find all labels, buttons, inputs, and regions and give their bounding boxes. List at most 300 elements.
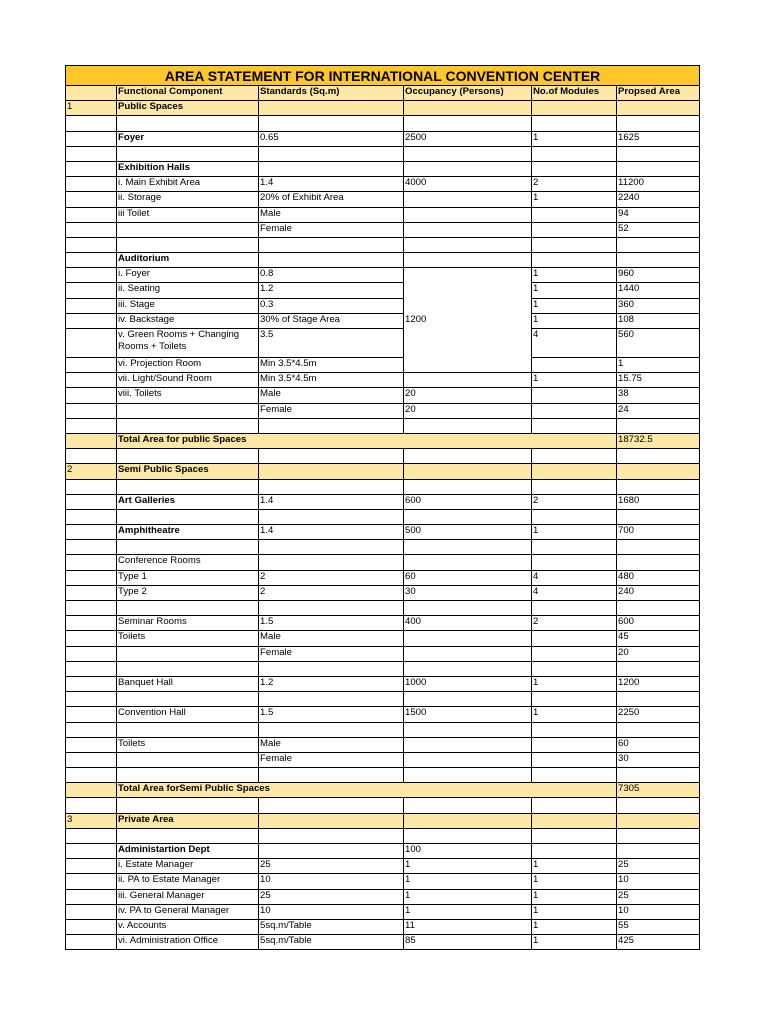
cell-modules (532, 479, 617, 494)
cell-index (66, 783, 117, 798)
table-row (66, 268, 700, 283)
table-row (66, 207, 700, 222)
cell-modules (532, 403, 617, 418)
cell-component: viii. Toilets (117, 388, 259, 403)
cell-area (617, 722, 700, 737)
cell-occupancy (404, 555, 532, 570)
cell-index (66, 616, 117, 631)
cell-index (66, 828, 117, 843)
cell-index (66, 329, 117, 358)
cell-index (66, 509, 117, 524)
cell-index (66, 177, 117, 192)
cell-modules (532, 798, 617, 813)
cell-index (66, 676, 117, 691)
cell-occupancy (404, 161, 532, 176)
cell-modules (532, 646, 617, 661)
table-row (66, 555, 700, 570)
cell-standard (259, 555, 404, 570)
cell-area: 560 (617, 329, 700, 358)
cell-modules: 1 (532, 525, 617, 540)
cell-area: 480 (617, 570, 700, 585)
cell-standard: 1.2 (259, 283, 404, 298)
cell-standard (259, 798, 404, 813)
cell-index (66, 253, 117, 268)
cell-component: v. Accounts (117, 919, 259, 934)
table-row (66, 601, 700, 616)
cell-modules: 1 (532, 889, 617, 904)
cell-modules (532, 813, 617, 828)
cell-component: Exhibition Halls (117, 161, 259, 176)
cell-area: 55 (617, 919, 700, 934)
header-standards: Standards (Sq.m) (259, 86, 404, 101)
cell-area: 94 (617, 207, 700, 222)
cell-standard (259, 722, 404, 737)
cell-area: 25 (617, 859, 700, 874)
cell-standard (259, 509, 404, 524)
cell-standard (259, 479, 404, 494)
cell-occupancy: 400 (404, 616, 532, 631)
cell-index (66, 661, 117, 676)
cell-standard: 5sq.m/Table (259, 935, 404, 950)
cell-modules (532, 418, 617, 433)
cell-component: Foyer (117, 131, 259, 146)
cell-area (617, 509, 700, 524)
cell-modules: 1 (532, 904, 617, 919)
cell-modules (532, 253, 617, 268)
cell-index (66, 692, 117, 707)
cell-index (66, 798, 117, 813)
cell-area: 10 (617, 874, 700, 889)
cell-component (117, 798, 259, 813)
cell-modules: 1 (532, 298, 617, 313)
cell-standard (259, 844, 404, 859)
cell-occupancy: 600 (404, 494, 532, 509)
cell-standard: Female (259, 222, 404, 237)
cell-occupancy: 1 (404, 874, 532, 889)
cell-occupancy: 1200 (404, 268, 532, 373)
cell-occupancy: 1 (404, 889, 532, 904)
cell-area (617, 253, 700, 268)
cell-area: 1200 (617, 676, 700, 691)
cell-occupancy (404, 798, 532, 813)
header-modules: No.of Modules (532, 86, 617, 101)
cell-component: Seminar Rooms (117, 616, 259, 631)
cell-component (117, 146, 259, 161)
cell-component (117, 509, 259, 524)
cell-modules (532, 116, 617, 131)
cell-index (66, 449, 117, 464)
cell-component: iii. General Manager (117, 889, 259, 904)
table-row (66, 540, 700, 555)
cell-index (66, 525, 117, 540)
cell-component: Total Area forSemi Public Spaces (117, 783, 617, 798)
cell-standard (259, 661, 404, 676)
cell-area (617, 101, 700, 116)
cell-occupancy (404, 737, 532, 752)
cell-modules (532, 737, 617, 752)
cell-index (66, 237, 117, 252)
title-row (66, 66, 700, 86)
cell-standard: Male (259, 388, 404, 403)
table-row (66, 358, 700, 373)
table-row (66, 813, 700, 828)
table-row (66, 889, 700, 904)
cell-occupancy (404, 752, 532, 767)
cell-standard: 1.5 (259, 707, 404, 722)
table-row (66, 752, 700, 767)
cell-component: vi. Projection Room (117, 358, 259, 373)
table-row (66, 783, 700, 798)
cell-modules (532, 509, 617, 524)
cell-area (617, 555, 700, 570)
cell-modules: 2 (532, 177, 617, 192)
cell-component: Administartion Dept (117, 844, 259, 859)
table-row (66, 146, 700, 161)
cell-occupancy: 500 (404, 525, 532, 540)
cell-area: 24 (617, 403, 700, 418)
header-proposed-area: Propsed Area (617, 86, 700, 101)
cell-occupancy (404, 661, 532, 676)
cell-standard: Male (259, 737, 404, 752)
cell-index (66, 570, 117, 585)
cell-area (617, 540, 700, 555)
cell-index (66, 722, 117, 737)
cell-area (617, 828, 700, 843)
cell-component: Amphitheatre (117, 525, 259, 540)
table-row (66, 798, 700, 813)
cell-area (617, 418, 700, 433)
cell-occupancy (404, 813, 532, 828)
cell-component: Type 2 (117, 585, 259, 600)
cell-component (117, 752, 259, 767)
table-row (66, 373, 700, 388)
cell-modules (532, 844, 617, 859)
cell-occupancy (404, 601, 532, 616)
cell-standard: 25 (259, 889, 404, 904)
cell-standard: 0.65 (259, 131, 404, 146)
cell-area (617, 768, 700, 783)
table-row (66, 494, 700, 509)
cell-index (66, 601, 117, 616)
cell-standard: 1.5 (259, 616, 404, 631)
cell-index (66, 768, 117, 783)
cell-modules: 1 (532, 676, 617, 691)
table-row (66, 464, 700, 479)
cell-component: Banquet Hall (117, 676, 259, 691)
cell-index (66, 844, 117, 859)
cell-occupancy: 85 (404, 935, 532, 950)
cell-standard (259, 768, 404, 783)
cell-modules (532, 601, 617, 616)
cell-standard: 1.4 (259, 525, 404, 540)
cell-component (117, 601, 259, 616)
table-row (66, 313, 700, 328)
cell-modules: 4 (532, 570, 617, 585)
cell-standard: Male (259, 207, 404, 222)
cell-index (66, 313, 117, 328)
cell-occupancy (404, 237, 532, 252)
cell-area: 52 (617, 222, 700, 237)
header-occupancy: Occupancy (Persons) (404, 86, 532, 101)
cell-component: ii. Seating (117, 283, 259, 298)
cell-component: iv. Backstage (117, 313, 259, 328)
cell-modules: 1 (532, 283, 617, 298)
cell-area: 38 (617, 388, 700, 403)
cell-index (66, 403, 117, 418)
cell-modules (532, 449, 617, 464)
cell-index (66, 192, 117, 207)
cell-modules: 2 (532, 494, 617, 509)
cell-index (66, 935, 117, 950)
cell-standard: 0.8 (259, 268, 404, 283)
cell-modules: 4 (532, 585, 617, 600)
cell-area (617, 692, 700, 707)
cell-area (617, 449, 700, 464)
cell-area: 2250 (617, 707, 700, 722)
cell-modules (532, 631, 617, 646)
cell-area (617, 146, 700, 161)
cell-component (117, 449, 259, 464)
cell-occupancy: 20 (404, 388, 532, 403)
cell-index (66, 283, 117, 298)
cell-component: iv. PA to General Manager (117, 904, 259, 919)
table-row (66, 177, 700, 192)
cell-standard (259, 146, 404, 161)
cell-area: 18732.5 (617, 433, 700, 448)
table-row (66, 298, 700, 313)
header-row (66, 86, 700, 101)
cell-index: 1 (66, 101, 117, 116)
table-row (66, 722, 700, 737)
cell-component: Semi Public Spaces (117, 464, 259, 479)
cell-index: 2 (66, 464, 117, 479)
cell-component: iii Toilet (117, 207, 259, 222)
cell-occupancy: 1500 (404, 707, 532, 722)
cell-modules: 1 (532, 131, 617, 146)
cell-standard: Female (259, 646, 404, 661)
cell-component: Conference Rooms (117, 555, 259, 570)
cell-index (66, 131, 117, 146)
cell-component (117, 692, 259, 707)
cell-index (66, 222, 117, 237)
cell-area (617, 661, 700, 676)
table-row (66, 737, 700, 752)
cell-modules: 2 (532, 616, 617, 631)
cell-component (117, 646, 259, 661)
cell-index (66, 358, 117, 373)
cell-component: i. Main Exhibit Area (117, 177, 259, 192)
cell-component: vi. Administration Office (117, 935, 259, 950)
cell-modules: 1 (532, 313, 617, 328)
cell-modules (532, 722, 617, 737)
cell-index (66, 737, 117, 752)
cell-component (117, 540, 259, 555)
area-statement-table (65, 65, 700, 950)
cell-occupancy (404, 509, 532, 524)
table-row (66, 616, 700, 631)
cell-area (617, 161, 700, 176)
cell-index (66, 161, 117, 176)
cell-occupancy: 1000 (404, 676, 532, 691)
cell-modules (532, 540, 617, 555)
cell-modules: 1 (532, 373, 617, 388)
table-row (66, 919, 700, 934)
cell-modules (532, 828, 617, 843)
cell-standard: 10 (259, 904, 404, 919)
cell-component (117, 222, 259, 237)
cell-index: 3 (66, 813, 117, 828)
header-functional-component: Functional Component (117, 86, 259, 101)
cell-component: Private Area (117, 813, 259, 828)
cell-standard: 0.3 (259, 298, 404, 313)
cell-standard: Female (259, 403, 404, 418)
table-row (66, 283, 700, 298)
cell-standard (259, 828, 404, 843)
cell-component: iii. Stage (117, 298, 259, 313)
cell-standard: 25 (259, 859, 404, 874)
cell-occupancy (404, 722, 532, 737)
cell-index (66, 889, 117, 904)
cell-component (117, 403, 259, 418)
cell-standard: 5sq.m/Table (259, 919, 404, 934)
cell-area (617, 844, 700, 859)
table-row (66, 661, 700, 676)
table-row (66, 329, 700, 358)
cell-index (66, 904, 117, 919)
cell-index (66, 859, 117, 874)
table-row (66, 935, 700, 950)
cell-standard (259, 601, 404, 616)
table-row (66, 707, 700, 722)
table-row (66, 161, 700, 176)
cell-component: Toilets (117, 737, 259, 752)
cell-area: 108 (617, 313, 700, 328)
cell-modules (532, 661, 617, 676)
cell-component: v. Green Rooms + Changing Rooms + Toilets (117, 329, 259, 358)
table-row (66, 509, 700, 524)
cell-modules: 1 (532, 707, 617, 722)
cell-occupancy (404, 768, 532, 783)
cell-component (117, 237, 259, 252)
cell-occupancy (404, 540, 532, 555)
cell-component (117, 768, 259, 783)
cell-occupancy (532, 358, 617, 373)
cell-area: 425 (617, 935, 700, 950)
cell-area: 20 (617, 646, 700, 661)
cell-modules (532, 752, 617, 767)
cell-component (117, 828, 259, 843)
cell-modules: 4 (532, 329, 617, 358)
cell-area: 30 (617, 752, 700, 767)
cell-standard: 2 (259, 585, 404, 600)
cell-component: Convention Hall (117, 707, 259, 722)
cell-occupancy (404, 464, 532, 479)
cell-standard: 30% of Stage Area (259, 313, 404, 328)
cell-modules: 1 (532, 192, 617, 207)
cell-standard (259, 464, 404, 479)
cell-modules (532, 222, 617, 237)
cell-component (117, 479, 259, 494)
cell-component (117, 722, 259, 737)
table-row (66, 479, 700, 494)
cell-standard: Min 3.5*4.5m (259, 358, 404, 373)
cell-area (617, 116, 700, 131)
table-row (66, 631, 700, 646)
cell-area: 240 (617, 585, 700, 600)
cell-index (66, 752, 117, 767)
cell-standard: 2 (259, 570, 404, 585)
cell-standard: Male (259, 631, 404, 646)
cell-area (617, 813, 700, 828)
cell-modules (532, 768, 617, 783)
cell-index (66, 707, 117, 722)
cell-area: 700 (617, 525, 700, 540)
cell-index (66, 207, 117, 222)
cell-area: 25 (617, 889, 700, 904)
cell-index (66, 631, 117, 646)
cell-occupancy (404, 692, 532, 707)
cell-standard (259, 418, 404, 433)
cell-area (617, 601, 700, 616)
table-row (66, 222, 700, 237)
cell-area: 7305 (617, 783, 700, 798)
cell-area: 600 (617, 616, 700, 631)
cell-index (66, 540, 117, 555)
cell-modules: 1 (532, 859, 617, 874)
cell-standard (259, 237, 404, 252)
cell-standard (259, 116, 404, 131)
cell-occupancy: 2500 (404, 131, 532, 146)
cell-occupancy (404, 449, 532, 464)
cell-occupancy (404, 828, 532, 843)
cell-index (66, 494, 117, 509)
cell-standard: Min 3.5*4.5m (259, 373, 404, 388)
cell-occupancy (404, 418, 532, 433)
cell-component: Auditorium (117, 253, 259, 268)
cell-modules (532, 101, 617, 116)
cell-area (617, 237, 700, 252)
cell-occupancy (404, 116, 532, 131)
table-row (66, 844, 700, 859)
cell-occupancy (404, 631, 532, 646)
cell-modules (532, 464, 617, 479)
cell-index (66, 585, 117, 600)
cell-area: 2240 (617, 192, 700, 207)
table-row (66, 874, 700, 889)
cell-standard (259, 449, 404, 464)
table-row (66, 768, 700, 783)
cell-occupancy (404, 479, 532, 494)
cell-standard (259, 540, 404, 555)
table-row (66, 904, 700, 919)
cell-index (66, 418, 117, 433)
cell-modules (532, 692, 617, 707)
cell-occupancy (404, 207, 532, 222)
table-row (66, 418, 700, 433)
cell-occupancy: 1 (404, 859, 532, 874)
table-row (66, 403, 700, 418)
cell-component (117, 418, 259, 433)
cell-index (66, 298, 117, 313)
cell-occupancy: 20 (404, 403, 532, 418)
cell-occupancy (404, 222, 532, 237)
table-row (66, 692, 700, 707)
cell-standard (259, 253, 404, 268)
table-row (66, 131, 700, 146)
cell-modules: 1 (532, 919, 617, 934)
cell-component: ii. PA to Estate Manager (117, 874, 259, 889)
cell-occupancy: 100 (404, 844, 532, 859)
